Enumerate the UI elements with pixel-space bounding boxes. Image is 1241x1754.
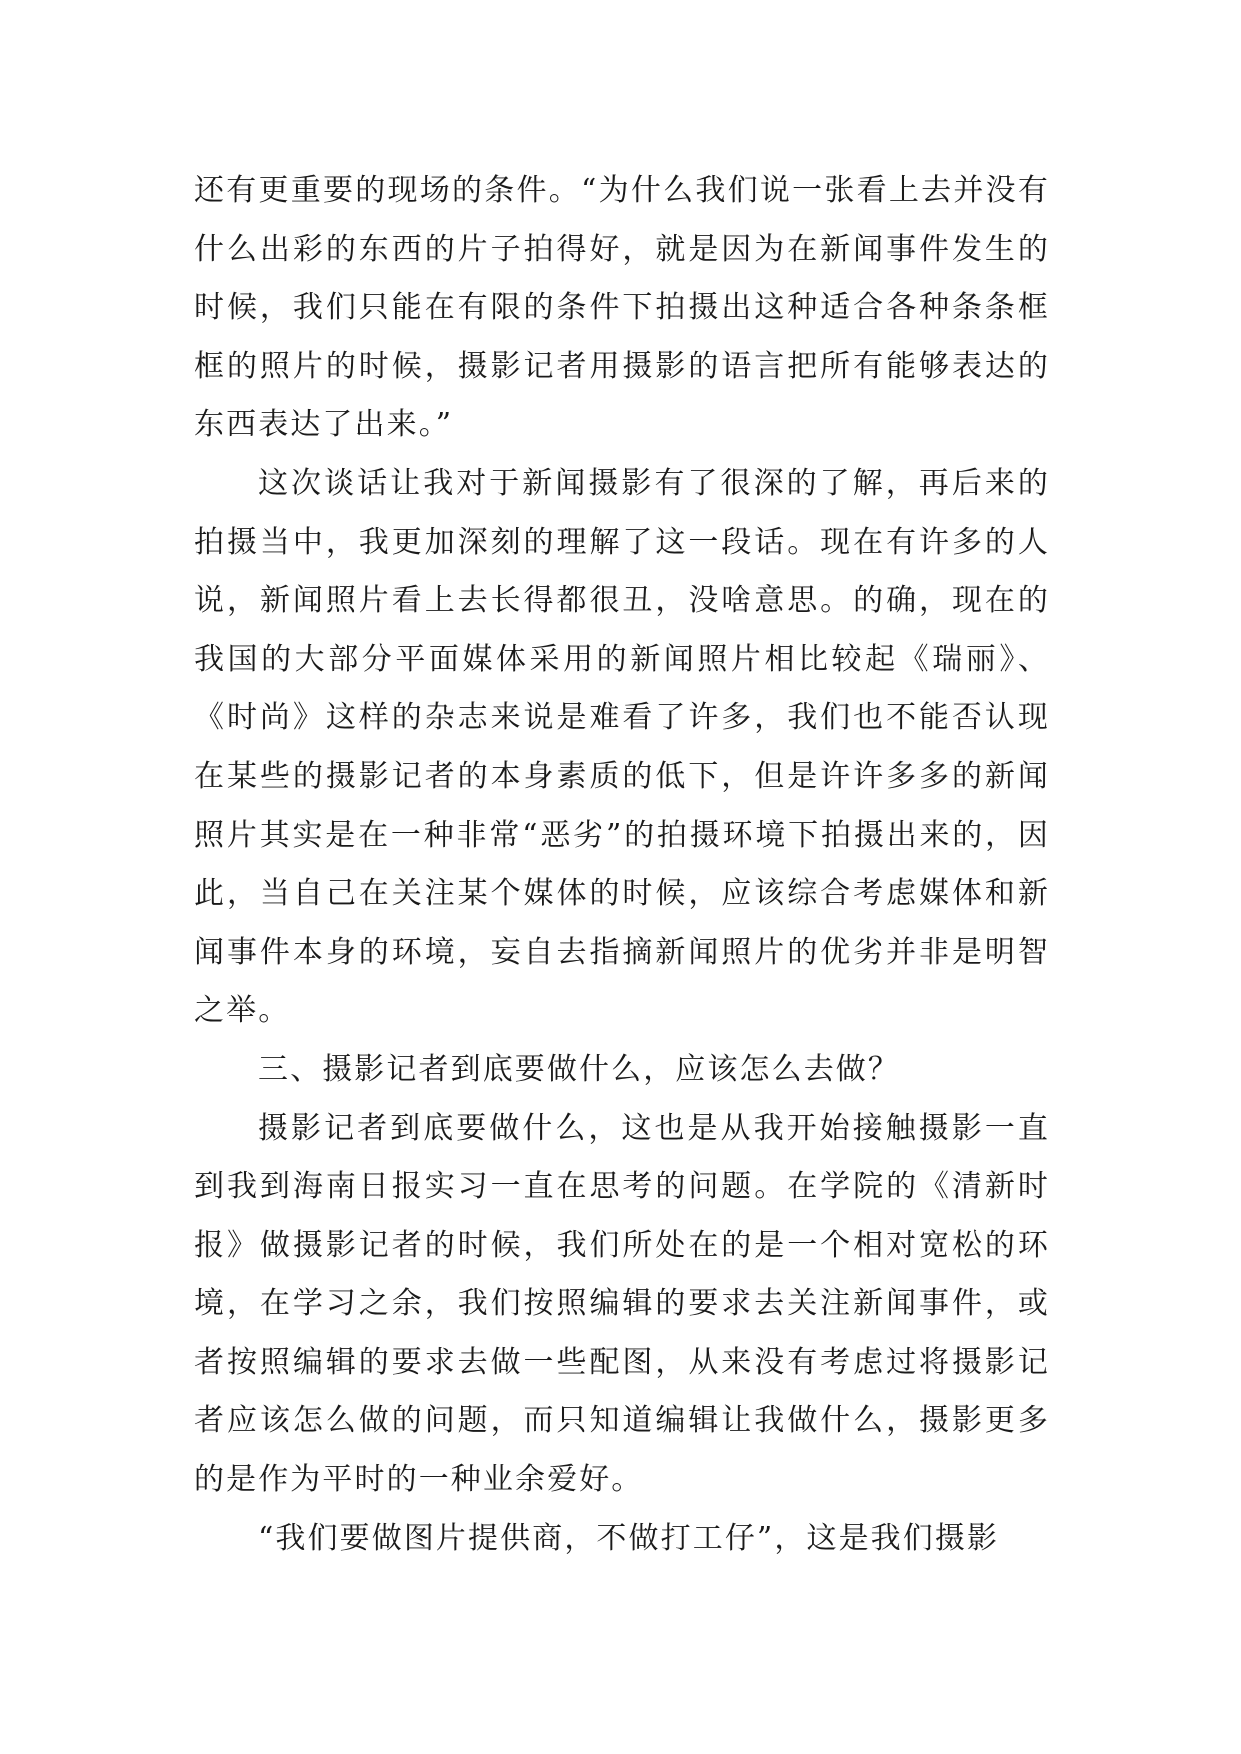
paragraph-picture-provider: “我们要做图片提供商，不做打工仔”，这是我们摄影 [258, 1520, 1000, 1556]
document-body [194, 162, 1050, 1568]
paragraph-conversation-reflection: 这次谈话让我对于新闻摄影有了很深的了解，再后来的拍摄当中，我更加深刻的理解了这一段话。现在有许多的人说，新闻照片看上去长得都很丑，没啥意思。的确，现在的我国的大部分平面媒体采用的新闻照片相比较起《瑞丽》、《时尚》这样的杂志来说是难看了许多，我们也不能否认现在某些的摄影记者的本身素质的低下，但是许许多多的新闻照片其实是在一种非常“恶劣”的拍摄环境下拍摄出来的，因此，当自己在关注某个媒体的时候，应该综合考虑媒体和新闻事件本身的环境，妄自去指摘新闻照片的优劣并非是明智之举。 [194, 465, 1050, 1029]
paragraph-what-to-do: 摄影记者到底要做什么，这也是从我开始接触摄影一直到我到海南日报实习一直在思考的问题。在学院的《清新时报》做摄影记者的时候，我们所处在的是一个相对宽松的环境，在学习之余，我们按照编辑的要求去关注新闻事件，或者按照编辑的要求去做一些配图，从来没有考虑过将摄影记者应该怎么做的问题，而只知道编辑让我做什么，摄影更多的是作为平时的一种业余爱好。 [194, 1110, 1050, 1498]
paragraph-quote-continuation: 还有更重要的现场的条件。“为什么我们说一张看上去并没有什么出彩的东西的片子拍得好，就是因为在新闻事件发生的时候，我们只能在有限的条件下拍摄出这种适合各种条条框框的照片的时候，摄影记者用摄影的语言把所有能够表达的东西表达了出来。” [194, 173, 1050, 443]
section-heading: 三、摄影记者到底要做什么，应该怎么去做？ [258, 1051, 900, 1087]
